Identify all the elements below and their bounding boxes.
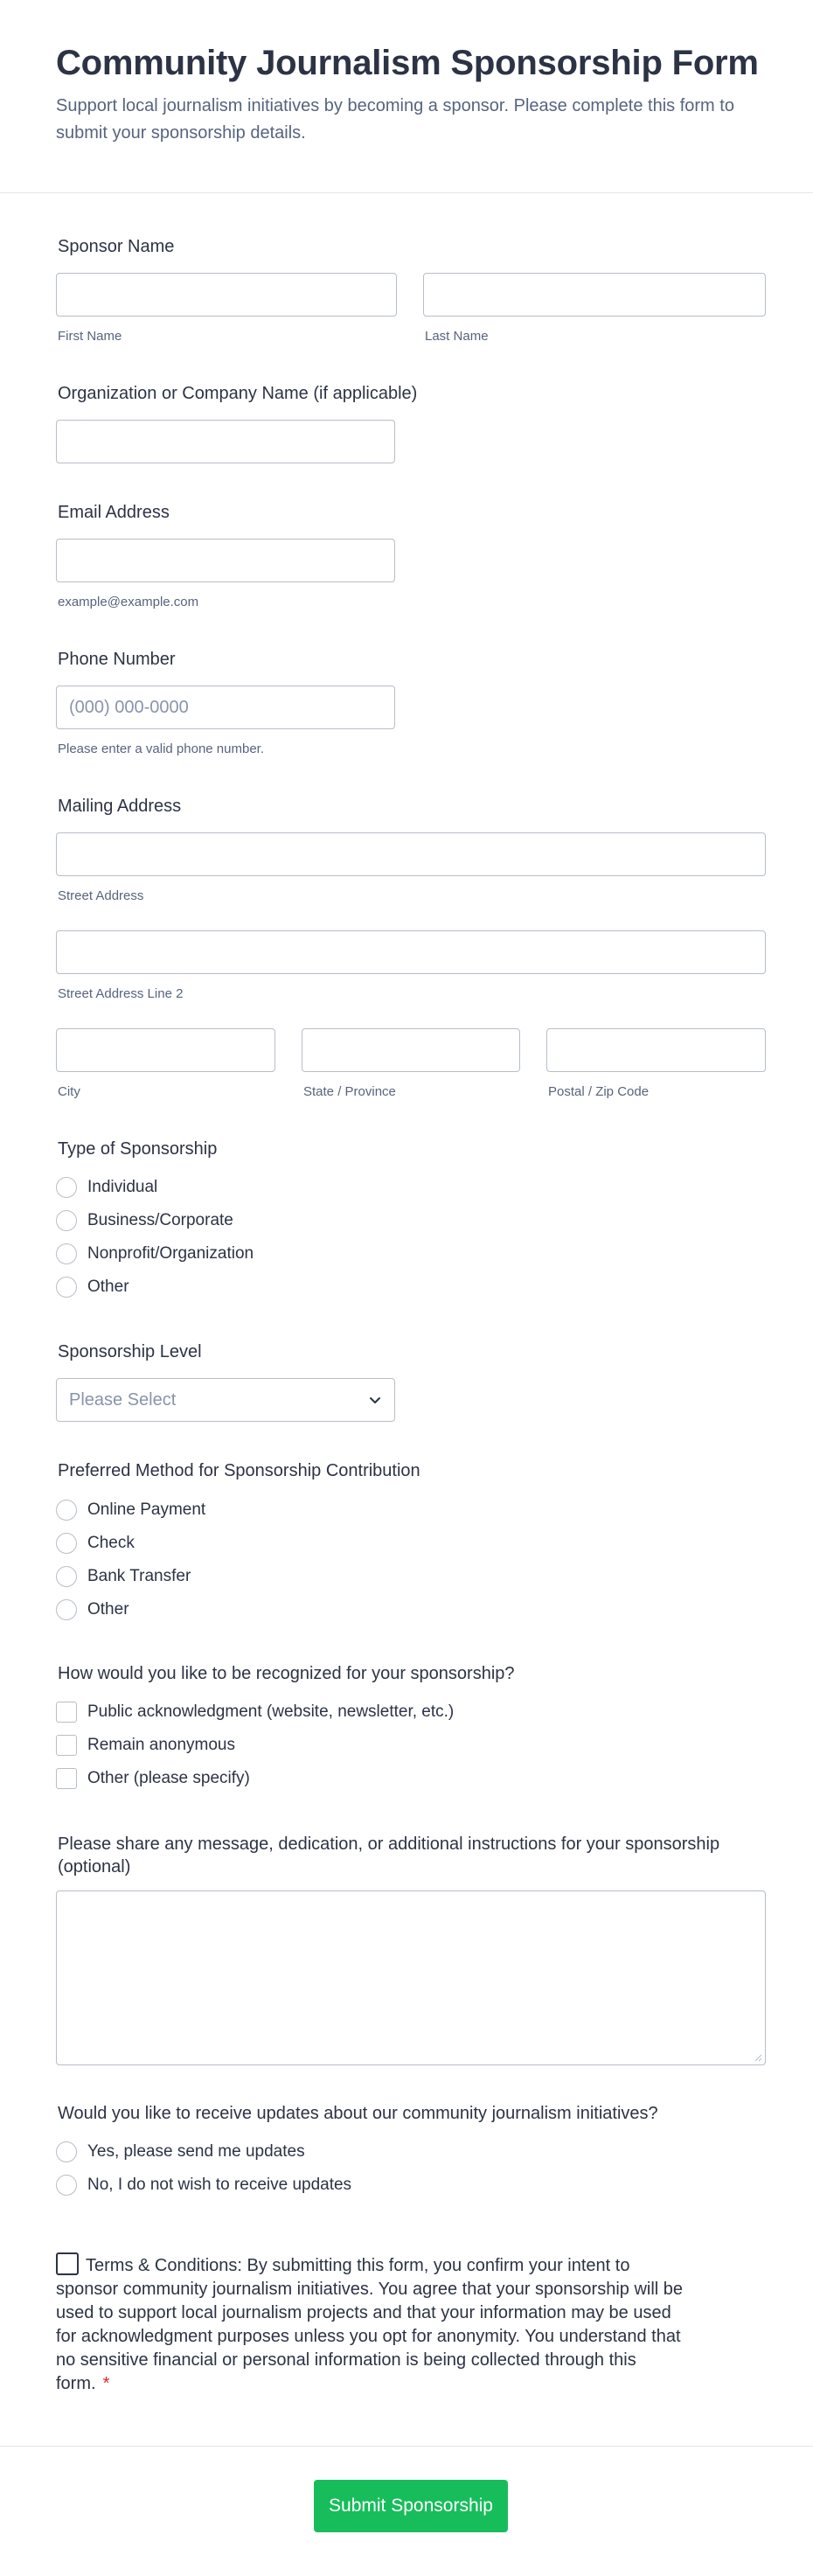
first-name-input[interactable]: [56, 273, 397, 317]
radio-button[interactable]: [56, 1566, 77, 1587]
radio-button[interactable]: [56, 1210, 77, 1231]
footer-divider: [0, 2446, 813, 2447]
radio-button[interactable]: [56, 1243, 77, 1264]
street-address-line2-sublabel: Street Address Line 2: [58, 986, 184, 1001]
sponsor-name-label: Sponsor Name: [58, 237, 175, 256]
last-name-input[interactable]: [423, 273, 766, 317]
option-label: Check: [87, 1534, 135, 1552]
checkbox[interactable]: [56, 1735, 77, 1756]
sponsorship-level-select[interactable]: [56, 1378, 395, 1422]
option-label: Individual: [87, 1178, 158, 1196]
sponsorship-type-option[interactable]: [56, 1276, 129, 1298]
contribution-method-option[interactable]: [56, 1499, 205, 1521]
option-label: Online Payment: [87, 1500, 206, 1519]
option-label: Other: [87, 1600, 129, 1619]
street-address-line2-input[interactable]: [56, 930, 766, 974]
organization-input[interactable]: [56, 420, 395, 463]
phone-sublabel: Please enter a valid phone number.: [58, 741, 264, 756]
email-input[interactable]: [56, 539, 395, 582]
first-name-sublabel: First Name: [58, 329, 122, 344]
sponsorship-level-label: Sponsorship Level: [58, 1342, 202, 1361]
resize-grip-icon[interactable]: [754, 2053, 762, 2062]
chevron-down-icon: [366, 1391, 384, 1409]
sponsorship-type-option[interactable]: [56, 1209, 233, 1232]
recognition-label: How would you like to be recognized for your sponsorship?: [58, 1664, 515, 1683]
updates-label: Would you like to receive updates about our community journalism initiatives?: [58, 2104, 658, 2123]
select-placeholder: Please Select: [69, 1390, 177, 1410]
recognition-option[interactable]: [56, 1701, 454, 1723]
sponsorship-type-label: Type of Sponsorship: [58, 1139, 218, 1159]
contribution-method-label: Preferred Method for Sponsorship Contribution: [58, 1461, 420, 1480]
message-label: Please share any message, dedication, or additional instructions for your sponsorship (optional): [58, 1835, 720, 1876]
city-sublabel: City: [58, 1084, 80, 1099]
radio-button[interactable]: [56, 1533, 77, 1554]
form-title: Community Journalism Sponsorship Form: [56, 44, 759, 82]
phone-placeholder: (000) 000-0000: [69, 698, 189, 717]
terms-checkbox[interactable]: [56, 2252, 79, 2275]
option-label: Other: [87, 1278, 129, 1296]
radio-button[interactable]: [56, 2175, 77, 2196]
phone-input[interactable]: [56, 686, 395, 729]
last-name-sublabel: Last Name: [425, 329, 489, 344]
radio-button[interactable]: [56, 1500, 77, 1521]
option-label: Public acknowledgment (website, newsletter, etc.): [87, 1702, 455, 1721]
email-sublabel: example@example.com: [58, 595, 199, 609]
city-input[interactable]: [56, 1028, 275, 1072]
terms-field: [56, 2252, 685, 2396]
option-label: Bank Transfer: [87, 1567, 191, 1585]
option-label: No, I do not wish to receive updates: [87, 2176, 352, 2194]
sponsorship-type-option[interactable]: [56, 1243, 254, 1265]
checkbox[interactable]: [56, 1768, 77, 1789]
radio-button[interactable]: [56, 2141, 77, 2162]
message-textarea[interactable]: [56, 1890, 766, 2065]
recognition-option[interactable]: [56, 1767, 250, 1790]
option-label: Business/Corporate: [87, 1211, 233, 1229]
option-label: Other (please specify): [87, 1769, 250, 1787]
form-subtitle: Support local journalism initiatives by becoming a sponsor. Please complete this form to submit your sponsorship details.: [56, 96, 734, 143]
address-label: Mailing Address: [58, 797, 182, 816]
zip-input[interactable]: [546, 1028, 766, 1072]
contribution-method-option[interactable]: [56, 1598, 129, 1621]
recognition-option[interactable]: [56, 1734, 235, 1757]
zip-sublabel: Postal / Zip Code: [548, 1084, 650, 1099]
form-header: [0, 0, 813, 193]
state-input[interactable]: [302, 1028, 520, 1072]
option-label: Nonprofit/Organization: [87, 1244, 254, 1263]
organization-label: Organization or Company Name (if applicable): [58, 384, 418, 403]
required-mark: *: [102, 2374, 110, 2393]
terms-text: Terms & Conditions: By submitting this form, you confirm your intent to sponsor community journalism initiatives. You agree that your sponsorship will be used to support local journalism projects and that your information may be used for acknowledgment purposes unless you opt for anonymity. You understand that no sensitive financial or personal information is being collected through this form.: [56, 2256, 684, 2393]
option-label: Remain anonymous: [87, 1736, 235, 1754]
street-address-input[interactable]: [56, 832, 766, 876]
submit-button[interactable]: Submit Sponsorship: [314, 2480, 508, 2532]
updates-option[interactable]: [56, 2174, 351, 2197]
updates-option[interactable]: [56, 2141, 305, 2163]
contribution-method-option[interactable]: [56, 1532, 135, 1555]
radio-button[interactable]: [56, 1177, 77, 1198]
sponsorship-type-option[interactable]: [56, 1176, 157, 1199]
contribution-method-option[interactable]: [56, 1565, 191, 1588]
radio-button[interactable]: [56, 1277, 77, 1298]
state-sublabel: State / Province: [303, 1084, 396, 1099]
checkbox[interactable]: [56, 1702, 77, 1723]
street-address-sublabel: Street Address: [58, 888, 144, 903]
phone-label: Phone Number: [58, 650, 176, 669]
radio-button[interactable]: [56, 1599, 77, 1620]
email-label: Email Address: [58, 503, 170, 522]
option-label: Yes, please send me updates: [87, 2142, 305, 2161]
